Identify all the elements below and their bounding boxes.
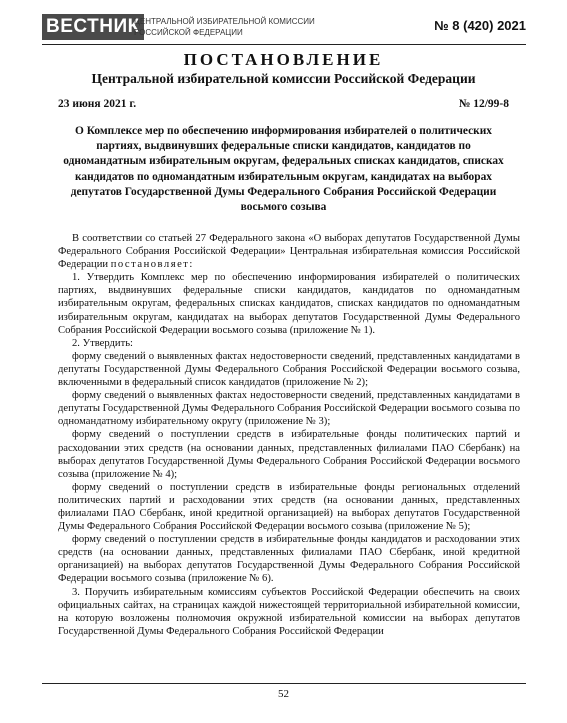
paragraph-7: форму сведений о поступлении средств в избирательные фонды кандидатов и расходовании этих средств (на основании данных, представленных филиалами ПАО Сбербанк, иной кредитной организацией) на выборах депутатов Государственной Думы Федерального Собрания Российской Федерации восьмого созыва (приложение № 6). — [58, 534, 520, 585]
doc-dateline — [58, 98, 509, 110]
footer-divider — [42, 683, 526, 684]
header-divider — [42, 44, 526, 45]
intro-text: В соответствии со статьей 27 Федерального закона «О выборах депутатов Государственной Думы Федерального Собрания Российской Федерации» Центральная избирательная комиссия Российской Федерации — [58, 233, 520, 271]
doc-date: 23 июня 2021 г. — [58, 98, 137, 110]
journal-header — [42, 14, 526, 44]
decree-word: постановляет: — [110, 259, 194, 271]
doc-number: № 12/99-8 — [458, 98, 509, 110]
paragraph-5: форму сведений о поступлении средств в избирательные фонды политических партий и расходовании этих средств (на основании данных, представленных филиалами ПАО Сбербанк) на выборах депутатов Государственной Думы Федерального Собрания Российской Федерации восьмого созыва (приложение № 4); — [58, 429, 520, 480]
doc-subject: О Комплексе мер по обеспечению информирования избирателей о политических партиях, выдвинувших федеральные списки кандидатов, кандидатов по одномандатным избирательным округам, федеральных списках кандидатов, списках кандидатов по одномандатным избирательным округам, кандидатах на выборах депутатов Государственной Думы Федерального Собрания Российской Федерации восьмого созыва — [63, 125, 504, 214]
journal-logo: ВЕСТНИК — [42, 14, 144, 40]
journal-subtitle: ЦЕНТРАЛЬНОЙ ИЗБИРАТЕЛЬНОЙ КОМИССИИ РОССИЙСКОЙ ФЕДЕРАЦИИ — [134, 17, 315, 37]
doc-body — [58, 232, 520, 682]
paragraph-1: 1. Утвердить Комплекс мер по обеспечению информирования избирателей о политических партиях, выдвинувших федеральные списки кандидатов, кандидатов по одномандатным избирательным округам, федеральных списках кандидатов, списках кандидатов по одномандатным избирательным округам, кандидатах на выборах депутатов Государственной Думы Федерального Собрания Российской Федерации восьмого созыва (приложение № 1). — [58, 272, 520, 336]
paragraph-2: 2. Утвердить: — [72, 337, 133, 349]
paragraph-8: 3. Поручить избирательным комиссиям субъектов Российской Федерации обеспечить на своих официальных сайтах, на страницах каждой нижестоящей территориальной избирательной комиссии, на которую возложены полномочия окружной избирательной комиссии на выборах депутатов Государственной Думы Федерального Собрания Российской Федерации — [58, 586, 520, 637]
paragraph-intro — [58, 232, 520, 271]
doc-title: ПОСТАНОВЛЕНИЕ — [183, 50, 384, 69]
doc-issuer: Центральной избирательной комиссии Российской Федерации — [91, 71, 476, 86]
page-number: 52 — [278, 688, 289, 700]
paragraph-3: форму сведений о выявленных фактах недостоверности сведений, представленных кандидатами в депутаты Государственной Думы Федерального Собрания Российской Федерации восьмого созыва, включенными в федеральный список кандидатов (приложение № 2); — [58, 350, 520, 389]
issue-number: № 8 (420) 2021 — [434, 18, 526, 33]
paragraph-6: форму сведений о поступлении средств в избирательные фонды региональных отделений политических партий и расходовании этих средств (на основании данных, представленных филиалами ПАО Сбербанк, иной кредитной организацией) на выборах депутатов Государственной Думы Федерального Собрания Российской Федерации восьмого созыва (приложение № 5); — [58, 481, 520, 533]
paragraph-4: форму сведений о выявленных фактах недостоверности сведений, представленных кандидатами в депутаты Государственной Думы Федерального Собрания Российской Федерации восьмого созыва по одномандатному избирательному округу (приложение № 3); — [58, 390, 520, 428]
